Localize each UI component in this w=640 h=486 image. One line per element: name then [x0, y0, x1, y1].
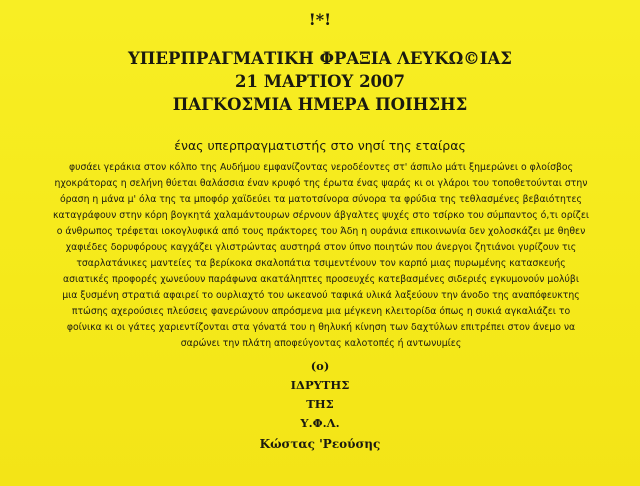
- signature-role: ΙΔΡΥΤΗΣ: [290, 378, 350, 392]
- poem-line: όραση η μάνα μ' όλα της τα μποφόρ χαϊδεύει τα ματοτσίνορα σύνορα τα φρύδια της τεθλασμένες βεβαιότητες: [59, 194, 583, 205]
- signature-of: ΤΗΣ: [306, 397, 334, 411]
- title-block: [0, 47, 640, 116]
- poem-line: φυσάει γεράκια στον κόλπο της Αυδήμου εμφανίζοντας νεροδέοντες στ' άσπιλο μάτι ξημερώνει ο φλοίσβος: [68, 162, 574, 173]
- poem-line: χαφιέδες δορυφόρους καγχάζει γλιστρώντας αυστηρά στον ύπνο ποιητών που άνεργοι ζητιάνοι γυρίζουν τις: [65, 242, 577, 253]
- poem-line: καταγράφουν στην κόρη βογκητά χαλαμάντουρων σέρνουν άβγαλτες ψυχές στο τσίρκο του σύμπαντος ό,τι ορίζει: [53, 210, 589, 221]
- poem-line: ασιατικές προφορές χωνεύουν παράφωνα ακατάληπτες προσευχές κατεβασμένες σιδεριές εγκυμονούν μολύβι: [63, 274, 579, 285]
- poem-body: [30, 160, 612, 352]
- poem-line: σαρώνει την πλάτη αποφεύγοντας καλοτοπές ή αντωνυμίες: [180, 338, 462, 349]
- signature-org: Υ.Φ.Λ.: [300, 416, 340, 430]
- signature-block: [0, 357, 640, 433]
- poem-line: τσαρλατάνικες μαντείες τα βερίκοκα σκαλοπάτια τσιμεντένουν τον καρπό μιας πυρωμένης κατασκευής: [76, 258, 566, 269]
- poem-line: φοίνικα κι οι γάτες χαριεντίζονται στα γόνατά του η θηλυκή κίνηση των δαχτύλων επιτρέπει στον άνεμο να: [66, 322, 576, 333]
- signature-article: (ο): [310, 359, 330, 373]
- title-line-1: ΥΠΕΡΠΡΑΓΜΑΤΙΚΗ ΦΡΑΞΙΑ ΛΕΥΚΩ©ΙΑΣ: [128, 49, 512, 68]
- poem-line: ο άνθρωπος τρέφεται ιοκογλυφικά από τους πράκτορες του Άδη η ουράνια επικοινωνία δεν χολοσκάζει με θηθεν: [56, 226, 586, 237]
- title-line-3: ΠΑΓΚΟΣΜΙΑ ΗΜΕΡΑ ΠΟΙΗΣΗΣ: [172, 95, 468, 114]
- exclamation-mark-header: !*!: [308, 10, 332, 29]
- poem-line: μια ξυσμένη στρατιά αφαιρεί το ουρλιαχτό του ωκεανού ταφικά υλικά λαξεύουν την άνοδο της αναπόφευκτης: [62, 290, 580, 301]
- poem-line: πτώσης αχερούσιες πλεύσεις φανερώνουν απρόσμενα μια μέγκενη κλειτορίδα όπως η συκιά αγκαλιάζει το: [71, 306, 571, 317]
- author-name: Κώστας 'Ρεούσης: [259, 437, 381, 451]
- title-line-2: 21 ΜΑΡΤΙΟΥ 2007: [235, 72, 405, 91]
- subtitle: ένας υπερπραγματιστής στο νησί της εταίρας: [174, 138, 466, 153]
- poem-line: ηχοκράτορας η σελήνη θύεται θαλάσσια έναν κρυφό της έρωτα ένας ψαράς κι οι γλάροι του τοποθετούνται στην: [54, 178, 588, 189]
